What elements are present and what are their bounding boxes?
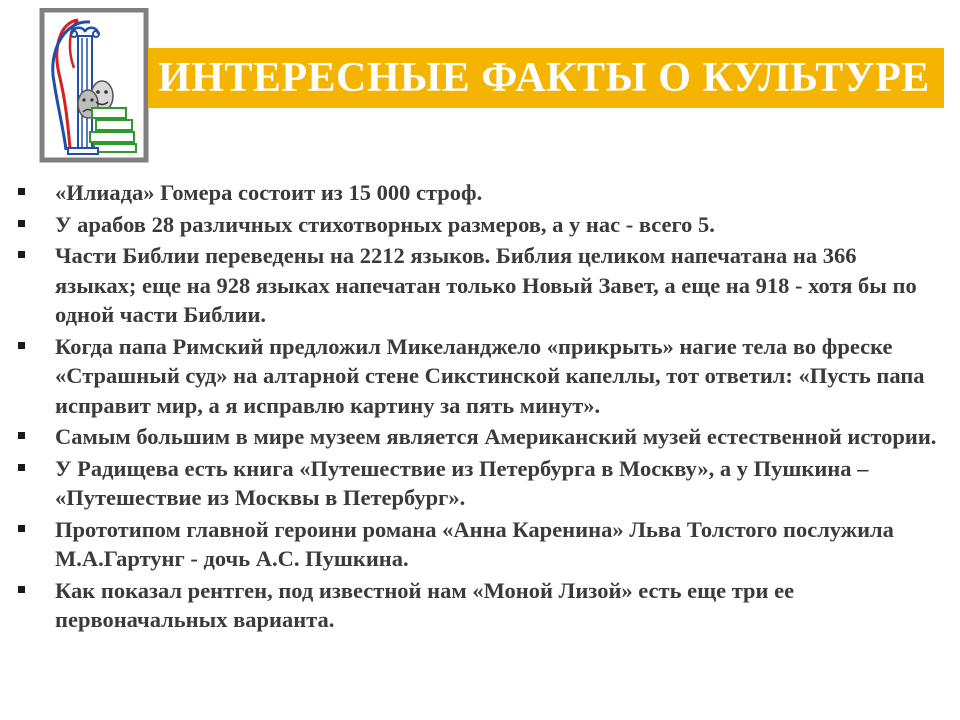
list-item bbox=[18, 241, 938, 330]
fact-text: У Радищева есть книга «Путешествие из Петербурга в Москву», а у Пушкина – «Путешествие из Москвы в Петербург». bbox=[55, 455, 869, 510]
fact-text: Прототипом главной героини романа «Анна Каренина» Льва Толстого послужила М.А.Гартунг - дочь А.С. Пушкина. bbox=[55, 516, 894, 571]
fact-text: Самым большим в мире музеем является Американский музей естественной истории. bbox=[55, 424, 937, 449]
square-bullet-icon bbox=[18, 220, 25, 227]
list-item bbox=[18, 210, 938, 240]
list-item bbox=[18, 515, 938, 574]
title-banner bbox=[148, 48, 944, 108]
square-bullet-icon bbox=[18, 251, 25, 258]
list-item bbox=[18, 576, 938, 635]
square-bullet-icon bbox=[18, 464, 25, 471]
square-bullet-icon bbox=[18, 525, 25, 532]
fact-text: Части Библии переведены на 2212 языков. Библия целиком напечатана на 366 языках; еще на 928 языках напечатан только Новый Завет, а еще на 918 - хотя бы по одной части Библии. bbox=[55, 243, 917, 327]
square-bullet-icon bbox=[18, 342, 25, 349]
square-bullet-icon bbox=[18, 586, 25, 593]
fact-text: Когда папа Римский предложил Микеланджело «прикрыть» нагие тела во фреске «Страшный суд» на алтарной стене Сикстинской капеллы, тот ответил: «Пусть папа исправит мир, а я исправлю картину за пять минут». bbox=[55, 333, 925, 418]
facts-list bbox=[18, 178, 938, 637]
list-item bbox=[18, 332, 938, 421]
list-item bbox=[18, 454, 938, 513]
list-item bbox=[18, 178, 938, 208]
list-item bbox=[18, 422, 938, 452]
fact-text: У арабов 28 различных стихотворных размеров, а у нас - всего 5. bbox=[55, 211, 715, 237]
square-bullet-icon bbox=[18, 432, 25, 439]
fact-text: «Илиада» Гомера состоит из 15 000 строф. bbox=[55, 180, 483, 205]
culture-logo-icon bbox=[38, 8, 150, 164]
square-bullet-icon bbox=[18, 188, 25, 195]
fact-text: Как показал рентген, под известной нам «Моной Лизой» есть еще три ее первоначальных варианта. bbox=[55, 577, 795, 632]
slide-title: ИНТЕРЕСНЫЕ ФАКТЫ О КУЛЬТУРЕ bbox=[158, 55, 930, 101]
